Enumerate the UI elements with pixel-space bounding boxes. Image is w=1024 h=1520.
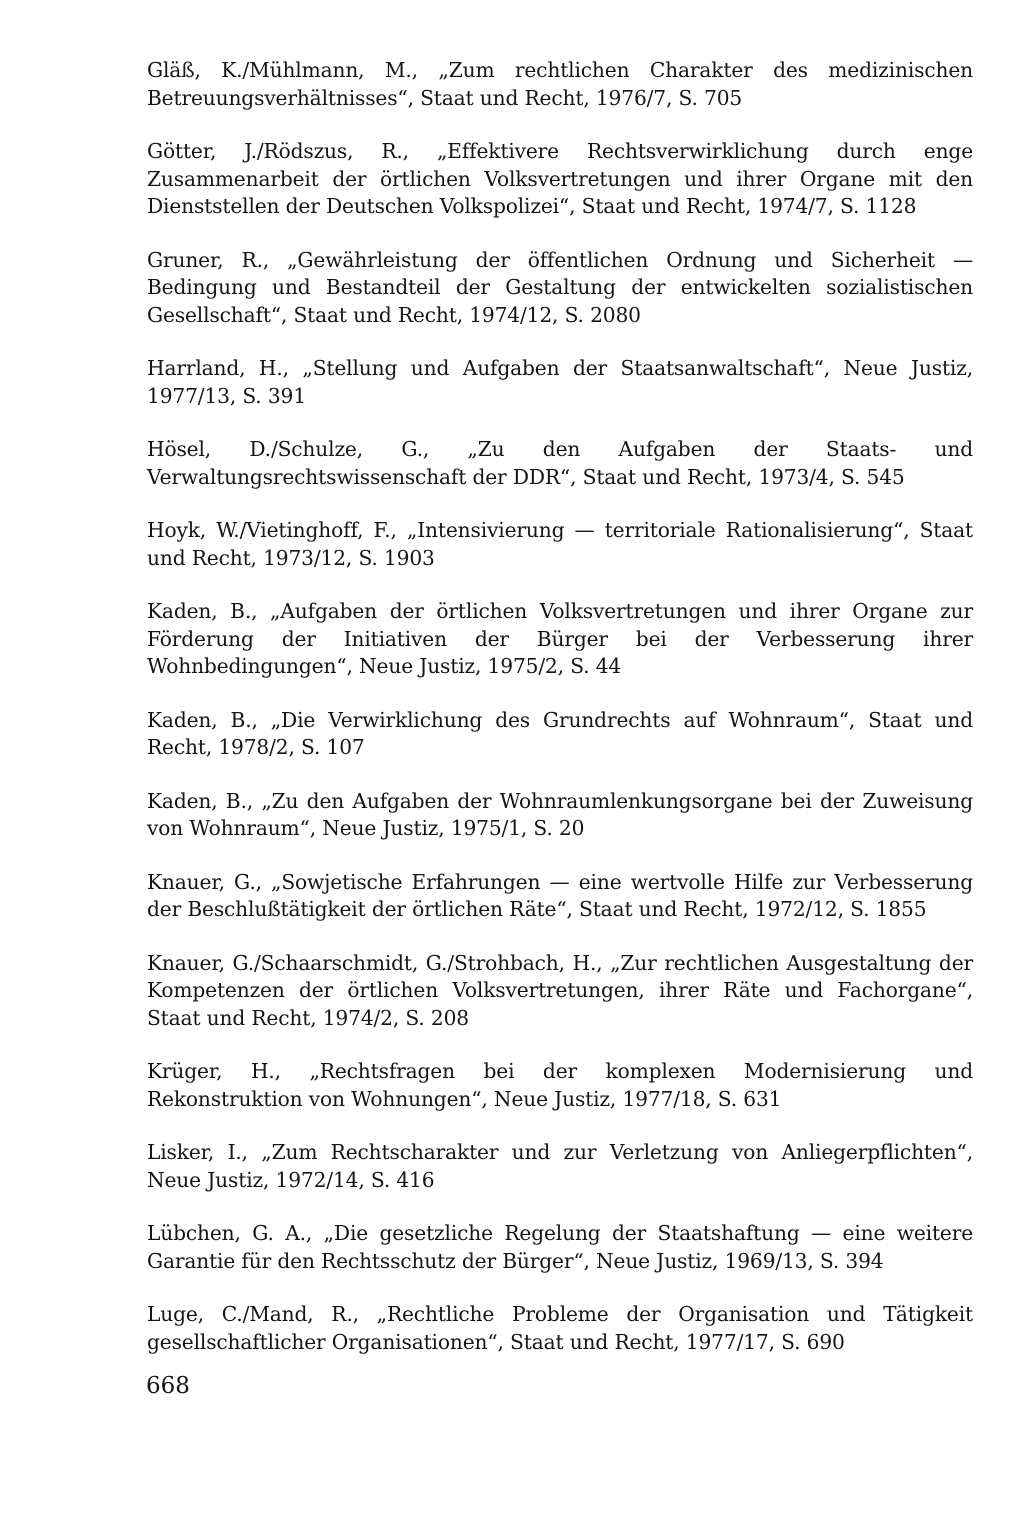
bibliography-entry: Kaden, B., „Aufgaben der örtlichen Volksvertretungen und ihrer Organe zur Förderung der Initiativen der Bürger bei der Verbesserung ihrer Wohnbedingungen“, Neue Justiz, 1975/2, S. 44 xyxy=(147,599,973,678)
bibliography-entry: Harrland, H., „Stellung und Aufgaben der Staatsanwaltschaft“, Neue Justiz, 1977/13, S. 391 xyxy=(147,356,973,408)
bibliography-entry: Hoyk, W./Vietinghoff, F., „Intensivierung — territoriale Rationalisierung“, Staat und Recht, 1973/12, S. 1903 xyxy=(147,518,973,570)
page-number: 668 xyxy=(146,1373,190,1399)
bibliography-entry: Gruner, R., „Gewährleistung der öffentlichen Ordnung und Sicherheit — Bedingung und Bestandteil der Gestaltung der entwickelten sozialistischen Gesellschaft“, Staat und Recht, 1974/12, S. 2080 xyxy=(147,247,973,327)
bibliography-entry: Lisker, I., „Zum Rechtscharakter und zur Verletzung von Anliegerpflichten“, Neue Justiz, 1972/14, S. 416 xyxy=(147,1140,973,1192)
bibliography-entry: Knauer, G./Schaarschmidt, G./Strohbach, H., „Zur rechtlichen Ausgestaltung der Kompetenzen der örtlichen Volksvertretungen, ihrer Räte und Fachorgane“, Staat und Recht, 1974/2, S. 208 xyxy=(147,950,973,1030)
bibliography-entry: Götter, J./Rödszus, R., „Effektivere Rechtsverwirklichung durch enge Zusammenarbeit der örtlichen Volksvertretungen und ihrer Organe mit den Dienststellen der Deutschen Volkspolizei“, Staat und Recht, 1974/7, S. 1128 xyxy=(147,139,973,218)
bibliography-entry: Kaden, B., „Die Verwirklichung des Grundrechts auf Wohnraum“, Staat und Recht, 1978/2, S. 107 xyxy=(147,707,973,759)
bibliography-entry: Gläß, K./Mühlmann, M., „Zum rechtlichen Charakter des medizinischen Betreuungsverhältnisses“, Staat und Recht, 1976/7, S. 705 xyxy=(147,58,973,110)
bibliography-entry: Knauer, G., „Sowjetische Erfahrungen — eine wertvolle Hilfe zur Verbesserung der Beschlußtätigkeit der örtlichen Räte“, Staat und Recht, 1972/12, S. 1855 xyxy=(147,869,973,921)
bibliography-entry: Luge, C./Mand, R., „Rechtliche Probleme der Organisation und Tätigkeit gesellschaftlicher Organisationen“, Staat und Recht, 1977/17, S. 690 xyxy=(147,1302,973,1354)
bibliography-list xyxy=(147,57,973,1382)
bibliography-entry: Kaden, B., „Zu den Aufgaben der Wohnraumlenkungsorgane bei der Zuweisung von Wohnraum“, Neue Justiz, 1975/1, S. 20 xyxy=(147,788,973,840)
bibliography-entry: Krüger, H., „Rechtsfragen bei der komplexen Modernisierung und Rekonstruktion von Wohnungen“, Neue Justiz, 1977/18, S. 631 xyxy=(147,1059,973,1111)
bibliography-entry: Hösel, D./Schulze, G., „Zu den Aufgaben der Staats- und Verwaltungsrechtswissenschaft der DDR“, Staat und Recht, 1973/4, S. 545 xyxy=(147,437,973,489)
bibliography-entry: Lübchen, G. A., „Die gesetzliche Regelung der Staatshaftung — eine weitere Garantie für den Rechtsschutz der Bürger“, Neue Justiz, 1969/13, S. 394 xyxy=(147,1221,973,1273)
